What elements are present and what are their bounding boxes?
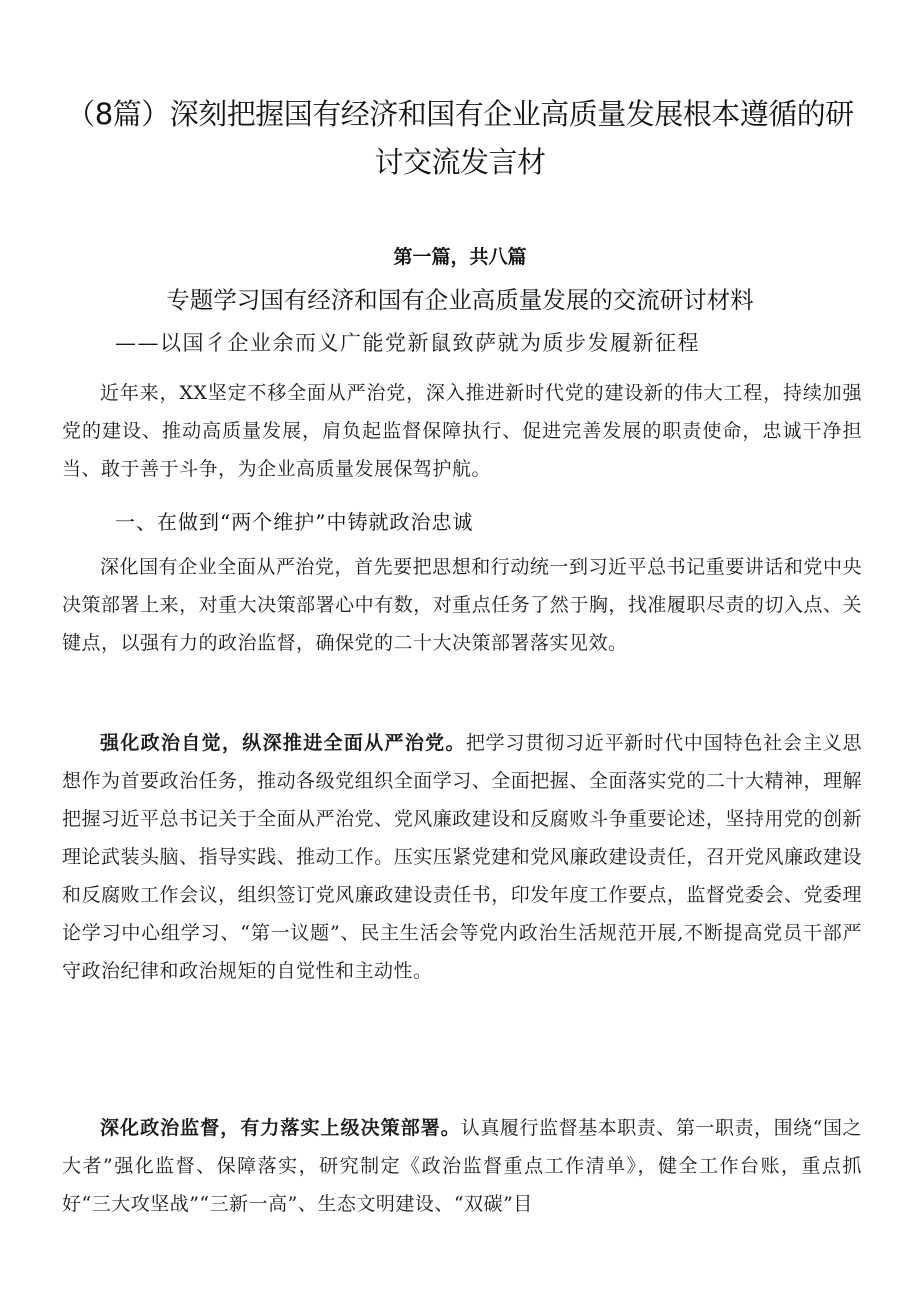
paragraph-text: 近年来，XX坚定不移全面从严治党，深入推进新时代党的建设新的伟大工程，持续加强党的建设、推动高质量发展，肩负起监督保障执行、促进完善发展的职责使命，忠诚干净担当、敢于善于斗争，为企业高质量发展保驾护航。	[62, 382, 862, 480]
part-label: 第一篇，共八篇	[393, 246, 527, 268]
paragraph-text: 深化国有企业全面从严治党，首先要把思想和行动统一到习近平总书记重要讲话和党中央决策部署上来，对重大决策部署心中有数，对重点任务了然于胸，找准履职尽责的切入点、关键点，以强有力的政治监督，确保党的二十大决策部署落实见效。	[62, 556, 862, 654]
article-title: 专题学习国有经济和国有企业高质量发展的交流研讨材料	[166, 286, 754, 314]
paragraph-intro	[62, 374, 862, 488]
paragraph-body	[62, 1109, 862, 1223]
paragraph-body	[62, 548, 862, 662]
paragraph-text: 认真履行监督基本职责、第一职责，围绕“国之大者”强化监督、保障落实，研究制定《政治监督重点工作清单》，健全工作台账，重点抓好“三大攻坚战”“三新一高”、生态文明建设、“双碳”目	[62, 1117, 862, 1215]
article-subtitle: ——以国彳企业余而义广能党新鼠致萨就为质步发履新征程	[115, 331, 700, 355]
paragraph-body	[62, 724, 862, 990]
paragraph-text: 把学习贯彻习近平新时代中国特色社会主义思想作为首要政治任务，推动各级党组织全面学习、全面把握、全面落实党的二十大精神，理解把握习近平总书记关于全面从严治党、党风廉政建设和反腐败斗争重要论述，坚持用党的创新理论武装头脑、指导实践、推动工作。压实压紧党建和党风廉政建设责任，召开党风廉政建设和反腐败工作会议，组织签订党风廉政建设责任书，印发年度工作要点，监督党委会、党委理论学习中心组学习、“第一议题”、民主生活会等党内政治生活规范开展,不断提高党员干部严守政治纪律和政治规矩的自觉性和主动性。	[62, 732, 862, 982]
paragraph-lead: 强化政治自觉，纵深推进全面从严治党。	[100, 732, 466, 754]
paragraph-lead: 深化政治监督，有力落实上级决策部署。	[100, 1117, 461, 1139]
section-heading: 一、在做到“两个维护”中铸就政治忠诚	[115, 510, 474, 534]
document-title: （8篇）深刻把握国有经济和国有企业高质量发展根本遵循的研讨交流发言材	[66, 97, 854, 179]
